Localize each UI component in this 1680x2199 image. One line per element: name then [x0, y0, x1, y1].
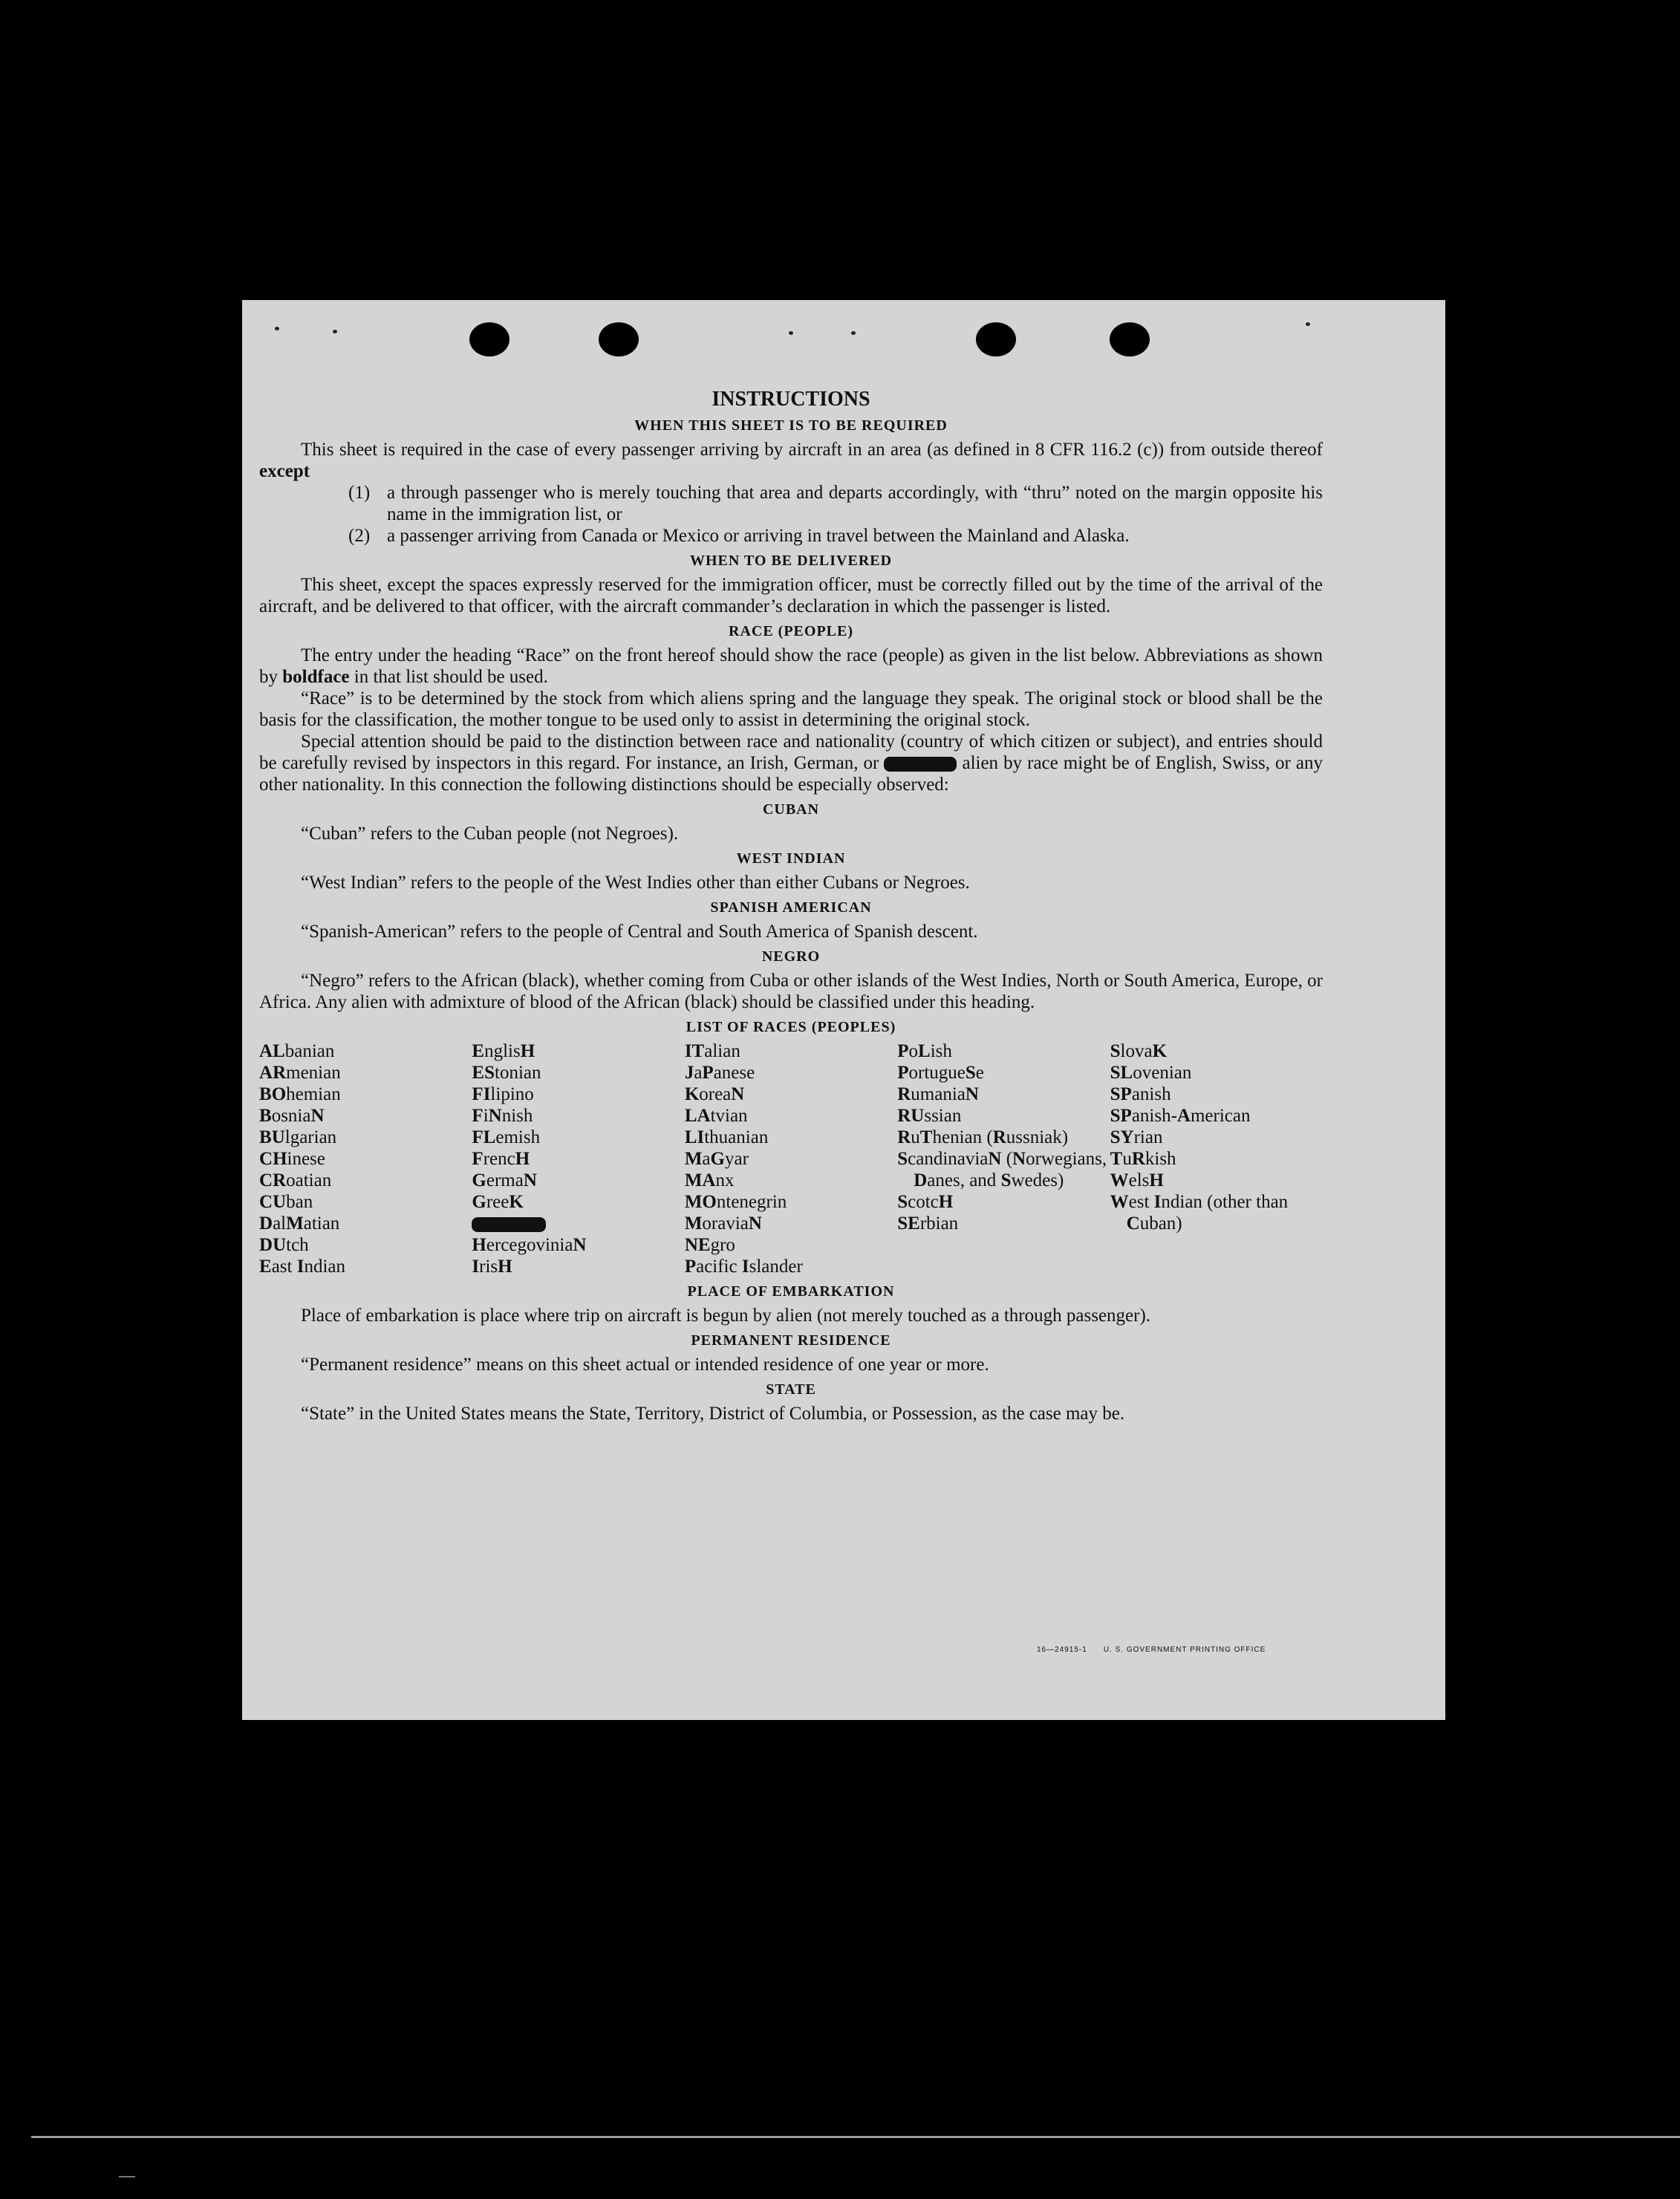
race-entry: West Indian (other than Cuban) [1110, 1192, 1289, 1234]
section-heading-state: STATE [766, 1381, 816, 1398]
exception-number: (2) [348, 526, 371, 546]
race-entry: FrencH [472, 1149, 530, 1169]
race-entry: RumaniaN [897, 1084, 979, 1104]
speck [851, 331, 856, 335]
cuban-text: “Cuban” refers to the Cuban people (not Negroes). [301, 824, 679, 844]
speck [275, 327, 279, 330]
page-title: INSTRUCTIONS [712, 388, 870, 411]
section-heading-embarkation: PLACE OF EMBARKATION [687, 1283, 895, 1300]
race-entry: RUssian [897, 1106, 962, 1126]
races-column [259, 1040, 472, 1277]
exception-text: a passenger arriving from Canada or Mexico or arriving in travel between the Mainland and Alaska. [387, 526, 1130, 546]
punch-hole [599, 322, 639, 356]
race-entry: East Indian [259, 1257, 345, 1277]
race-entry: SlovaK [1110, 1041, 1168, 1061]
race-entry: CRoatian [259, 1170, 332, 1190]
delivered-text: This sheet, except the spaces expressly reserved for the immigration officer, must be correctly filled out by the time of the arrival of the aircraft, and be delivered to that officer, with the aircraft commander’s declaration in which the passenger is listed. [259, 575, 1323, 616]
speck [1306, 322, 1310, 326]
scan-edge-mark [119, 2176, 135, 2177]
race-entry: SPanish-American [1110, 1106, 1251, 1126]
required-text [259, 439, 1323, 482]
scan-edge-line [31, 2136, 1680, 2138]
exception-text: a through passenger who is merely touching that area and departs accordingly, with “thru” noted on the margin opposite his name in the immigration list, or [387, 483, 1323, 524]
race-entry [472, 1213, 684, 1234]
required-text-body: This sheet is required in the case of every passenger arriving by aircraft in an area (as defined in 8 CFR 116.2 (c)) from outside thereof [301, 440, 1323, 460]
redaction-mark [472, 1217, 546, 1232]
section-heading-residence: PERMANENT RESIDENCE [691, 1332, 891, 1349]
race-paragraph-2: “Race” is to be determined by the stock from which aliens spring and the language they speak. The original stock or blood shall be the basis for the classification, the mother tongue to be used only to assist in determining the original stock. [259, 688, 1323, 730]
race-paragraph-1 [259, 645, 1323, 688]
section-heading-list: LIST OF RACES (PEOPLES) [686, 1019, 896, 1035]
race-entry: PoLish [897, 1041, 952, 1061]
form-number: 16—24915-1 [1037, 1646, 1087, 1654]
section-heading-negro: NEGRO [761, 948, 821, 965]
document-sheet [242, 300, 1445, 1720]
race-entry: FiNnish [472, 1106, 533, 1126]
race-p1-bold: boldface [282, 667, 350, 687]
race-entry: ScandinaviaN (Norwegians, Danes, and Swedes) [897, 1149, 1107, 1190]
race-entry: MoraviaN [684, 1213, 762, 1234]
printer-name: U. S. GOVERNMENT PRINTING OFFICE [1103, 1646, 1266, 1654]
race-entry: KoreaN [684, 1084, 745, 1104]
race-entry: ScotcH [897, 1192, 954, 1212]
races-column [897, 1040, 1110, 1277]
printing-footer [1037, 1646, 1282, 1654]
race-entry: JaPanese [684, 1063, 755, 1083]
race-entry: BOhemian [259, 1084, 341, 1104]
redaction-mark [884, 757, 957, 772]
exception-item [259, 482, 1323, 525]
section-heading-west-indian: WEST INDIAN [736, 850, 846, 867]
race-p1-after: in that list should be used. [354, 667, 548, 687]
section-heading-race: RACE (PEOPLE) [729, 623, 853, 639]
race-entry: MOntenegrin [684, 1192, 787, 1212]
race-p1-before: The entry under the heading “Race” on the front hereof should show the race (people) as given in the list below. Abbreviations as shown by [259, 645, 1323, 687]
race-entry: NEgro [684, 1235, 735, 1255]
race-entry: BosniaN [259, 1106, 325, 1126]
races-column [1110, 1040, 1323, 1277]
race-p3-after: alien by race might be of English, Swiss, or any other nationality. In this connection the following distinctions should be especially observed: [259, 753, 1323, 795]
race-entry: GreeK [472, 1192, 524, 1212]
section-heading-delivered: WHEN TO BE DELIVERED [689, 553, 893, 569]
race-entry: ITalian [684, 1041, 740, 1061]
races-list [259, 1040, 1323, 1277]
races-column [685, 1040, 897, 1277]
race-entry: EStonian [472, 1063, 541, 1083]
race-entry: SErbian [897, 1213, 959, 1234]
race-entry: BUlgarian [259, 1127, 337, 1147]
race-entry: DUtch [259, 1235, 309, 1255]
punch-hole [469, 322, 509, 356]
section-heading-cuban: CUBAN [762, 801, 820, 818]
embarkation-text: Place of embarkation is place where trip on aircraft is begun by alien (not merely touched as a through passenger). [301, 1306, 1151, 1326]
race-entry: TuRkish [1110, 1149, 1176, 1169]
race-entry: WelsH [1110, 1170, 1164, 1190]
race-entry: CUban [259, 1192, 313, 1212]
except-word: except [259, 461, 310, 481]
exception-number: (1) [348, 483, 371, 503]
race-entry: ALbanian [259, 1041, 335, 1061]
race-entry: SYrian [1110, 1127, 1163, 1147]
race-entry: CHinese [259, 1149, 325, 1169]
race-entry: LAtvian [684, 1106, 748, 1126]
punch-hole [976, 322, 1016, 356]
race-entry: PortugueSe [897, 1063, 984, 1083]
race-entry: FIlipino [472, 1084, 534, 1104]
race-entry: SPanish [1110, 1084, 1171, 1104]
exception-item [259, 525, 1323, 547]
west-indian-text: “West Indian” refers to the people of the West Indies other than either Cubans or Negroes. [301, 873, 970, 893]
race-entry: IrisH [472, 1257, 512, 1277]
race-p3-before: Special attention should be paid to the distinction between race and nationality (country of which citizen or subject), and entries should be carefully revised by inspectors in this regard. For instance, an Irish, German, or [259, 732, 1323, 773]
state-text: “State” in the United States means the State, Territory, District of Columbia, or Possession, as the case may be. [301, 1404, 1125, 1424]
race-entry: RuThenian (Russniak) [897, 1127, 1069, 1147]
race-entry: Pacific Islander [684, 1257, 803, 1277]
race-entry: MaGyar [684, 1149, 749, 1169]
race-entry: EnglisH [472, 1041, 535, 1061]
residence-text: “Permanent residence” means on this sheet actual or intended residence of one year or more. [301, 1355, 989, 1375]
race-entry: GermaN [472, 1170, 537, 1190]
race-entry: HercegoviniaN [472, 1235, 587, 1255]
spanish-american-text: “Spanish-American” refers to the people of Central and South America of Spanish descent. [301, 922, 978, 942]
race-entry: SLovenian [1110, 1063, 1192, 1083]
race-entry: DalMatian [259, 1213, 340, 1234]
speck [789, 331, 793, 335]
negro-text: “Negro” refers to the African (black), whether coming from Cuba or other islands of the West Indies, North or South America, Europe, or Africa. Any alien with admixture of blood of the African (black) should be classified under this heading. [259, 971, 1323, 1012]
race-entry: LIthuanian [684, 1127, 769, 1147]
section-heading-required: WHEN THIS SHEET IS TO BE REQUIRED [634, 417, 948, 434]
punch-hole [1110, 322, 1150, 356]
race-entry: FLemish [472, 1127, 541, 1147]
race-entry: MAnx [684, 1170, 735, 1190]
section-heading-spanish-american: SPANISH AMERICAN [710, 899, 872, 916]
speck [333, 330, 337, 333]
race-paragraph-3 [259, 731, 1323, 795]
race-entry: ARmenian [259, 1063, 341, 1083]
races-column [472, 1040, 684, 1277]
instructions-content [259, 388, 1323, 1424]
